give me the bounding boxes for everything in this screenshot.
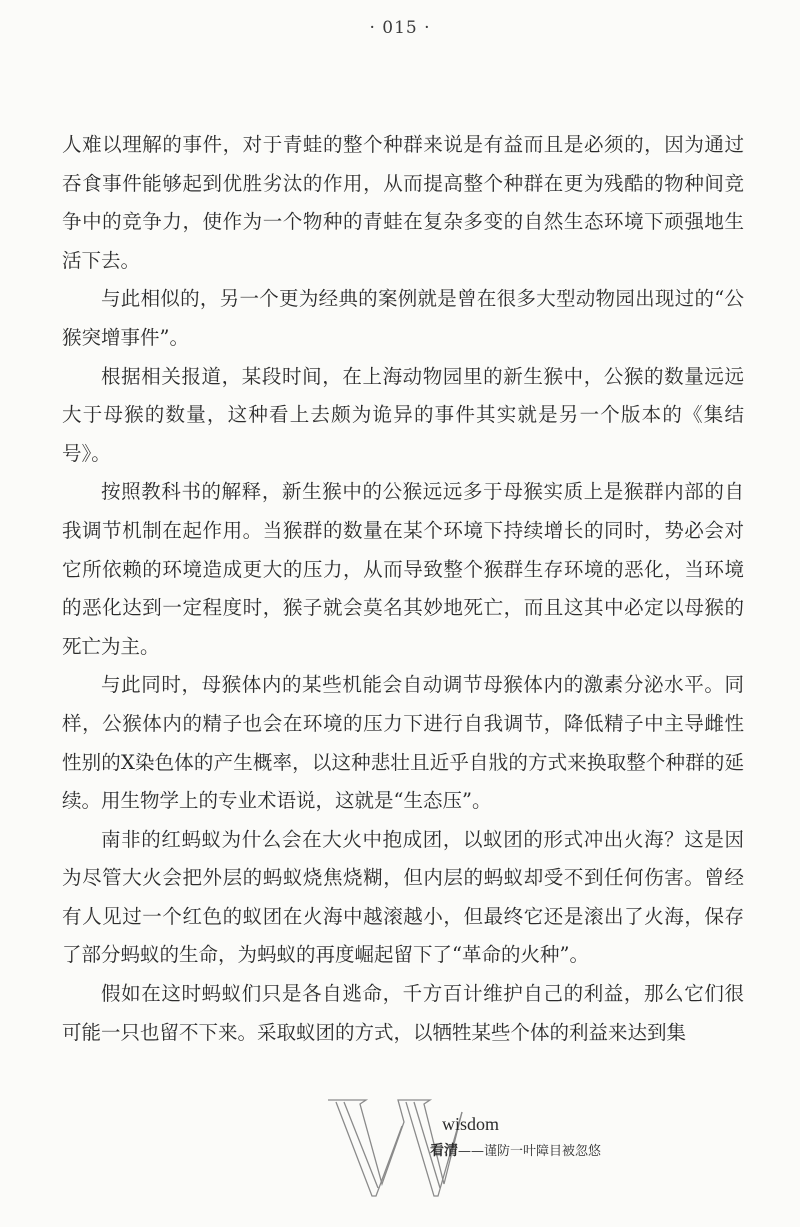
slogan-dash: —— — [458, 1144, 484, 1159]
paragraph: 与此同时，母猴体内的某些机能会自动调节母猴体内的激素分泌水平。同样，公猴体内的精子也会在环境的压力下进行自我调节，降低精子中主导雌性性别的X染色体的产生概率，以这种悲壮且近乎自戕的方式来换取整个种群的延续。用生物学上的专业术语说，这就是“生态压”。 — [62, 673, 744, 813]
page-number: · 015 · — [369, 18, 431, 38]
body-text — [62, 126, 744, 1052]
paragraph: 与此相似的，另一个更为经典的案例就是曾在很多大型动物园出现过的“公猴突增事件”。 — [62, 287, 744, 349]
paragraph: 假如在这时蚂蚁们只是各自逃命，千方百计维护自己的利益，那么它们很可能一只也留不下来。采取蚁团的方式，以牺牲某些个体的利益来达到集 — [62, 982, 744, 1044]
footer-word: wisdom — [442, 1114, 500, 1134]
slogan-rest: 谨防一叶障目被忽悠 — [484, 1144, 602, 1159]
paragraph: 按照教科书的解释，新生猴中的公猴远远多于母猴实质上是猴群内部的自我调节机制在起作用。当猴群的数量在某个环境下持续增长的同时，势必会对它所依赖的环境造成更大的压力，从而导致整个猴群生存环境的恶化，当环境的恶化达到一定程度时，猴子就会莫名其妙地死亡，而且这其中必定以母猴的死亡为主。 — [62, 480, 744, 658]
slogan-lead: 看清 — [430, 1143, 458, 1159]
paragraph-continuation: 人难以理解的事件，对于青蛙的整个种群来说是有益而且是必须的，因为通过吞食事件能够起到优胜劣汰的作用，从而提高整个种群在更为残酷的物种间竞争中的竞争力，使作为一个物种的青蛙在复杂多变的自然生态环境下顽强地生活下去。 — [62, 133, 744, 272]
footer-slogan — [430, 1140, 601, 1160]
paragraph: 南非的红蚂蚁为什么会在大火中抱成团，以蚁团的形式冲出火海？这是因为尽管大火会把外层的蚂蚁烧焦烧糊，但内层的蚂蚁却受不到任何伤害。曾经有人见过一个红色的蚁团在火海中越滚越小，但最终它还是滚出了火海，保存了部分蚂蚁的生命，为蚂蚁的再度崛起留下了“革命的火种”。 — [62, 827, 744, 967]
paragraph: 根据相关报道，某段时间，在上海动物园里的新生猴中，公猴的数量远远大于母猴的数量，这种看上去颇为诡异的事件其实就是另一个版本的《集结号》。 — [62, 364, 744, 465]
footer-logo — [326, 1092, 646, 1204]
